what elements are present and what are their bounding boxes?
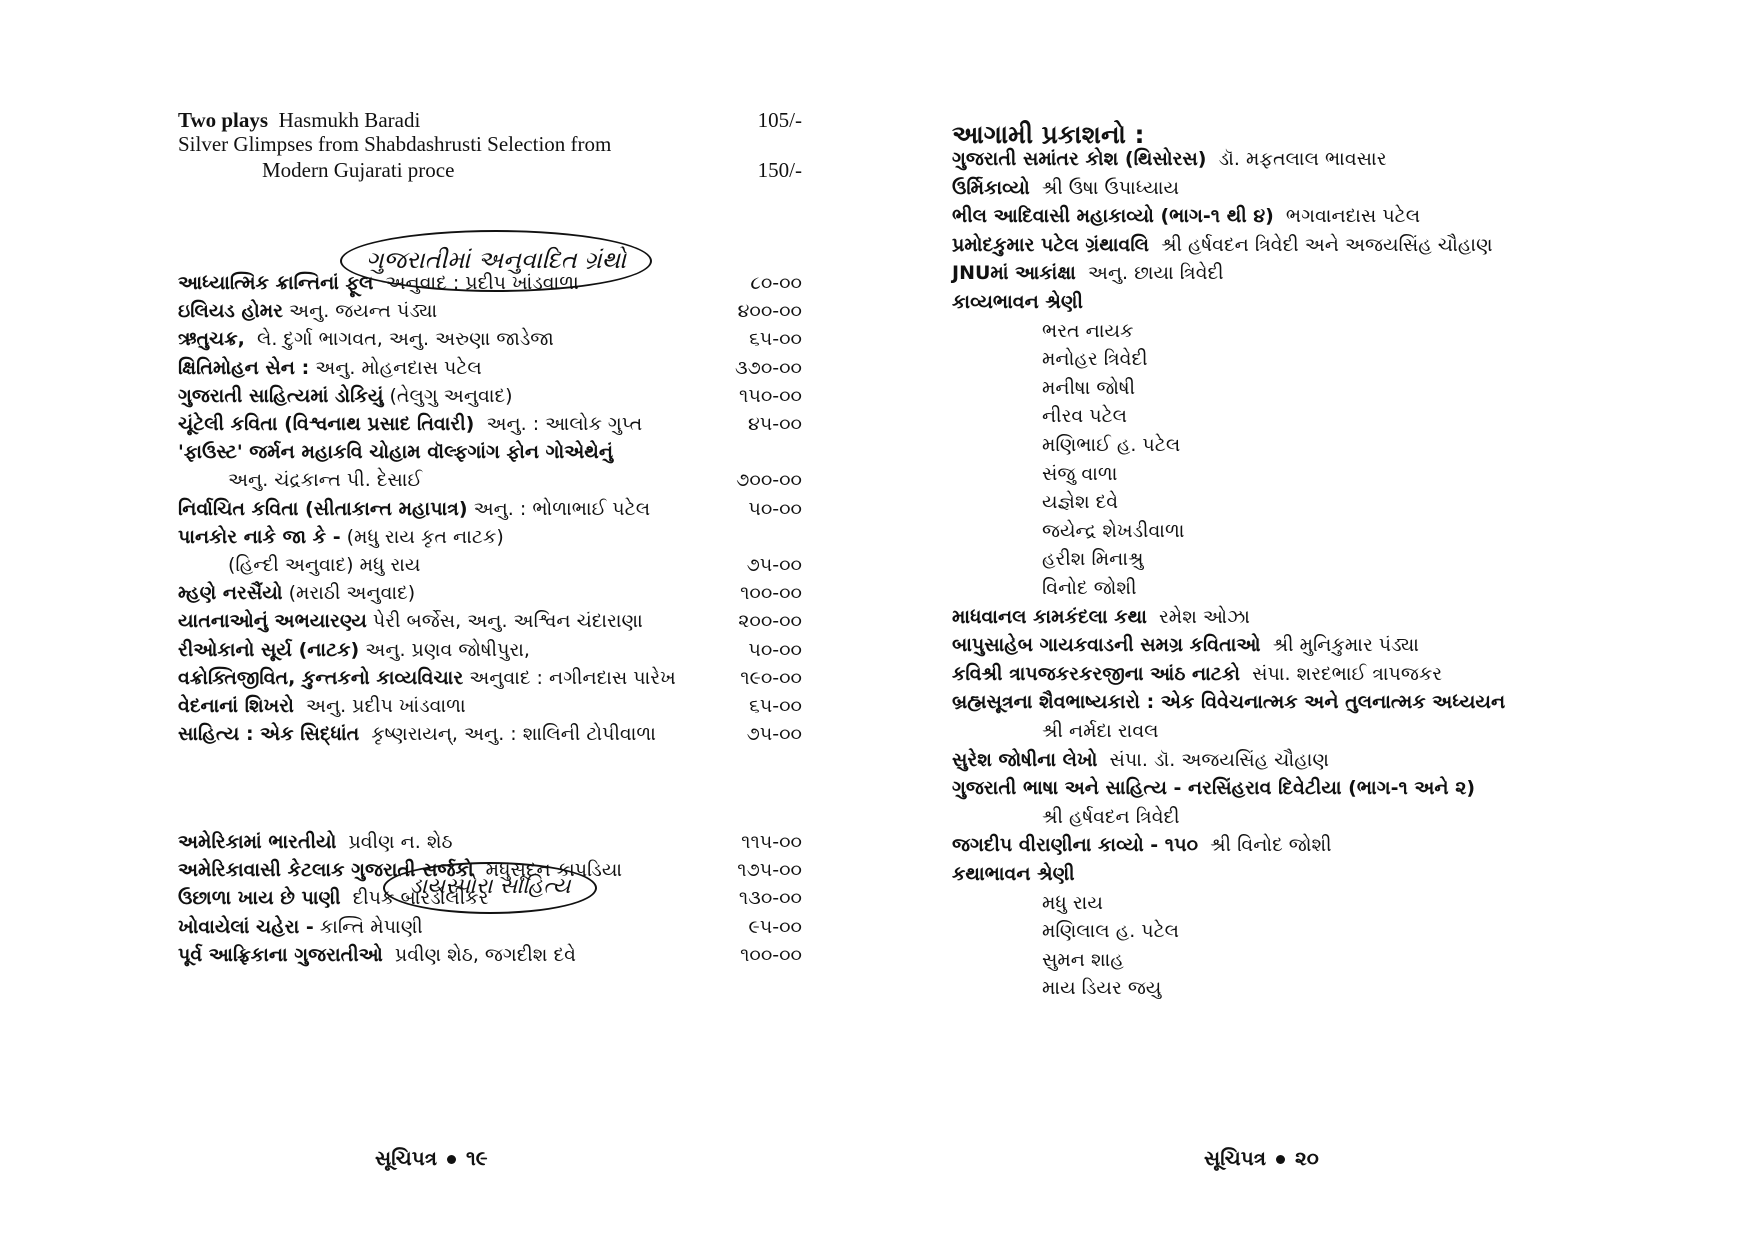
item-author: શ્રી મુનિકુમાર પંડ્યા	[1260, 634, 1419, 657]
right-page	[877, 0, 1754, 1240]
item-author: હરીશ મિનાશ્રુ	[1042, 548, 1144, 571]
book-author: Hasmukh Baradi	[278, 108, 421, 132]
upcoming-item	[952, 658, 1442, 690]
book-author: દીપક બારડોલીકર	[340, 887, 489, 910]
item-title: કવિશ્રી ત્રાપજકરકરજીના આંઠ નાટકો	[952, 662, 1241, 685]
item-author: સંપા. શરદભાઈ ત્રાપજકર	[1240, 662, 1443, 685]
book-price: ૭૦૦-૦૦	[736, 469, 802, 492]
book-title: યાતનાઓનું અભયારણ્ય	[178, 610, 367, 633]
book-title: ખોવાયેલાં ચહેરા -	[178, 915, 314, 938]
item-author: શ્રી નર્મદા રાવલ	[1042, 720, 1159, 742]
book-author: અનુવાદ : નગીનદાસ પારેખ	[463, 666, 676, 689]
book-author: અનુ. : આલોક ગુપ્ત	[474, 413, 643, 435]
book-row	[178, 883, 802, 914]
book-price: ૧૦૦-૦૦	[740, 943, 802, 966]
book-price: ૧૦૦-૦૦	[740, 582, 802, 605]
book-row	[178, 494, 802, 525]
book-title: મ્હણે નરસૈંયો	[178, 582, 283, 605]
upcoming-item	[952, 829, 1332, 861]
item-author: મણિલાલ હ. પટેલ	[1042, 920, 1180, 943]
book-price: ૮૦-૦૦	[750, 272, 802, 294]
book-title: Silver Glimpses from Shabdashrusti Selection from	[178, 132, 612, 156]
upcoming-item	[1042, 887, 1103, 919]
item-title: સુરેશ જોષીના લેખો	[952, 748, 1098, 771]
item-title: જગદીપ વીરાણીના કાવ્યો - ૧૫૦	[952, 834, 1199, 857]
book-price: ૧૫૦-૦૦	[739, 384, 802, 407]
item-title: કથાભાવન શ્રેણી	[952, 863, 1075, 885]
upcoming-item	[952, 744, 1329, 776]
book-title-line2: Modern Gujarati proce	[262, 158, 455, 182]
item-author: માય ડિયર જયુ	[1042, 977, 1162, 1000]
bullet-dot-icon	[447, 1155, 456, 1164]
book-row	[178, 940, 802, 971]
item-title: ગુજરાતી સમાંતર કોશ (થિસોરસ)	[952, 148, 1207, 170]
book-title: ક્ષિતિમોહન સેન :	[178, 356, 310, 379]
item-title: ભીલ આદિવાસી મહાકાવ્યો (ભાગ-૧ થી ૪)	[952, 205, 1274, 228]
section-title: ગુજરાતીમાં અનુવાદિત ગ્રંથો	[365, 246, 627, 274]
item-author: વિનોદ જોશી	[1042, 577, 1137, 599]
book-price: ૪૫-૦૦	[748, 413, 802, 435]
book-title: 'ફાઉસ્ટ' જર્મન મહાકવિ ચોહામ વૉલ્ફગાંગ ફોન ગોએથેનું	[178, 441, 614, 464]
upcoming-item	[1042, 801, 1180, 833]
item-title: JNUમાં આકાંક્ષા	[952, 262, 1076, 285]
item-author: રમેશ ઓઝા	[1146, 605, 1250, 628]
item-title: માધવાનલ કામકંદલા કથા	[952, 605, 1147, 628]
upcoming-item	[952, 286, 1083, 318]
upcoming-item	[1042, 915, 1179, 947]
item-author: નીરવ પટેલ	[1042, 405, 1128, 428]
item-author: ભગવાનદાસ પટેલ	[1273, 205, 1421, 228]
upcoming-item	[952, 172, 1179, 204]
book-title: નિર્વાચિત કવિતા (સીતાકાન્ત મહાપાત્ર)	[178, 497, 468, 520]
book-row	[178, 691, 802, 722]
book-row	[178, 437, 802, 468]
upcoming-item	[1042, 458, 1117, 490]
book-author: અનુ. : ભોળાભાઈ પટેલ	[467, 497, 651, 520]
book-price: ૧૯૦-૦૦	[740, 666, 802, 689]
book-price: ૫૦-૦૦	[748, 497, 802, 520]
upcoming-item	[952, 143, 1387, 175]
book-row	[178, 158, 802, 189]
upcoming-item	[952, 601, 1250, 633]
item-author: શ્રી હર્ષવદન ત્રિવેદી	[1042, 805, 1180, 828]
item-title: કાવ્યભાવન શ્રેણી	[952, 291, 1083, 313]
item-title: બ્રહ્મસૂત્રના શૈવભાષ્યકારો : એક વિવેચનાત્મક અને તુલનાત્મક અધ્યયન	[952, 691, 1506, 714]
book-title: વક્રોક્તિજીવિત, કુન્તકનો કાવ્યવિચાર	[178, 666, 464, 689]
book-price: ૬૫-૦૦	[749, 328, 802, 351]
item-author: મણિભાઈ હ. પટેલ	[1042, 434, 1181, 456]
book-row	[178, 522, 802, 553]
book-title: અમેરિકાવાસી કેટલાક ગુજરાતી સર્જકો	[178, 859, 474, 882]
item-author: શ્રી હર્ષવદન ત્રિવેદી અને અજયસિંહ ચૌહાણ	[1149, 233, 1493, 256]
section-title: ડાયસ્પોરા સાહિત્ય	[409, 874, 571, 899]
book-title: ઋતુચક્ર,	[178, 328, 245, 351]
item-author: સુમન શાહ	[1042, 948, 1124, 971]
book-price: ૧૧૫-૦૦	[741, 831, 802, 853]
book-author: (મરાઠી અનુવાદ)	[282, 582, 416, 605]
book-row	[178, 606, 802, 637]
book-price: ૫૦-૦૦	[748, 638, 802, 661]
item-author: ભરત નાયક	[1042, 319, 1134, 342]
book-row	[178, 353, 802, 384]
book-price: 150/-	[757, 158, 802, 182]
page-footer	[1204, 1146, 1319, 1170]
book-author: અનુવાદ : પ્રદીપ ખાંડવાળા	[373, 272, 579, 294]
upcoming-item	[1042, 515, 1184, 547]
page-number: ૨૦	[1295, 1146, 1319, 1170]
upcoming-item	[1042, 343, 1148, 375]
book-author: અનુ. મોહનદાસ પટેલ	[309, 356, 482, 379]
book-price: ૯૫-૦૦	[748, 915, 802, 938]
upcoming-item	[952, 858, 1075, 890]
upcoming-item	[1042, 543, 1143, 575]
page-number: ૧૯	[466, 1146, 488, 1170]
item-author: જયેન્દ્ર શેખડીવાળા	[1042, 519, 1185, 542]
item-author: મનીષા જોષી	[1042, 376, 1136, 399]
upcoming-item	[1042, 715, 1159, 747]
book-row	[178, 827, 802, 858]
item-author: મનોહર ત્રિવેદી	[1042, 348, 1148, 371]
book-title: ગુજરાતી સાહિત્યમાં ડોકિયું	[178, 384, 384, 407]
book-author: મધુસૂદન કાપડિયા	[473, 859, 623, 882]
book-author: પ્રવીણ શેઠ, જગદીશ દવે	[382, 943, 576, 966]
book-row	[178, 409, 802, 440]
upcoming-item	[1042, 944, 1124, 976]
upcoming-item	[1042, 486, 1118, 518]
book-row	[178, 550, 802, 581]
item-author: ડૉ. મફતલાલ ભાવસાર	[1206, 148, 1387, 170]
item-author: સંજુ વાળા	[1042, 462, 1118, 485]
book-row	[178, 578, 802, 609]
book-author: પ્રવીણ ન. શેઠ	[336, 831, 453, 853]
book-price: ૭૫-૦૦	[746, 554, 802, 576]
book-author: અનુ. પ્રણવ જોષીપુરા,	[359, 638, 530, 661]
upcoming-item	[1042, 572, 1137, 604]
book-title: પૂર્વ આફ્રિકાના ગુજરાતીઓ	[178, 943, 383, 966]
book-row	[178, 719, 802, 750]
footer-label: સૂચિપત્ર	[1204, 1146, 1266, 1170]
book-title: Two plays	[178, 108, 269, 132]
upcoming-item	[952, 229, 1493, 261]
book-title: અમેરિકામાં ભારતીયો	[178, 831, 337, 853]
footer-label: સૂચિપત્ર	[375, 1146, 437, 1170]
book-row	[178, 663, 802, 694]
upcoming-item	[1042, 429, 1180, 461]
item-author: સંપા. ડૉ. અજયસિંહ ચૌહાણ	[1097, 748, 1329, 771]
item-author: મધુ રાય	[1042, 891, 1103, 914]
book-title: ઇલિયડ હોમર	[178, 300, 283, 323]
item-author: શ્રી ઉષા ઉપાધ્યાય	[1029, 176, 1180, 199]
page-footer	[375, 1146, 488, 1170]
book-price: ૨૦૦-૦૦	[738, 610, 802, 633]
book-row	[178, 855, 802, 886]
upcoming-item	[952, 257, 1224, 289]
item-title: ગુજરાતી ભાષા અને સાહિત્ય - નરસિંહરાવ દિવેટીયા (ભાગ-૧ અને ૨)	[952, 777, 1476, 800]
item-title: બાપુસાહેબ ગાયકવાડની સમગ્ર કવિતાઓ	[952, 634, 1261, 657]
upcoming-item	[952, 200, 1420, 232]
book-row	[178, 381, 802, 412]
upcoming-item	[952, 772, 1475, 804]
book-row	[178, 324, 802, 355]
book-author: (તેલુગુ અનુવાદ)	[383, 384, 513, 407]
book-author: અનુ. ચંદ્રકાન્ત પી. દેસાઈ	[228, 469, 423, 492]
upcoming-item	[1042, 400, 1127, 432]
item-author: યજ્ઞેશ દવે	[1042, 491, 1119, 514]
book-title: ઉછાળા ખાય છે પાણી	[178, 887, 341, 910]
book-price: ૪૦૦-૦૦	[737, 300, 802, 323]
book-author: પેરી બર્જેસ, અનુ. અશ્વિન ચંદારાણા	[366, 610, 643, 633]
book-author: લે. દુર્ગા ભાગવત, અનુ. અરુણા જાડેજા	[244, 328, 554, 351]
book-title: સાહિત્ય : એક સિદ્ધાંત	[178, 723, 360, 746]
book-author: (હિન્દી અનુવાદ) મધુ રાય	[228, 554, 421, 576]
item-title: ઉર્મિકાવ્યો	[952, 176, 1030, 199]
book-price: ૧૩૦-૦૦	[738, 887, 802, 910]
book-row	[178, 465, 802, 496]
book-author: અનુ. જયન્ત પંડ્યા	[282, 300, 438, 323]
bullet-dot-icon	[1276, 1155, 1285, 1164]
upcoming-item	[1042, 372, 1135, 404]
upcoming-item	[952, 686, 1505, 718]
book-row	[178, 912, 802, 943]
book-row	[178, 268, 802, 299]
book-title: રીઓકાનો સૂર્ય (નાટક)	[178, 638, 360, 661]
upcoming-item	[1042, 972, 1161, 1004]
book-author: કૃષ્ણરાયન્, અનુ. : શાલિની ટોપીવાળા	[359, 723, 656, 746]
upcoming-item	[1042, 315, 1133, 347]
upcoming-item	[952, 629, 1419, 661]
book-author: અનુ. પ્રદીપ ખાંડવાળા	[293, 695, 466, 717]
book-price: 105/-	[757, 108, 802, 132]
item-author: અનુ. છાયા ત્રિવેદી	[1075, 262, 1224, 285]
item-title: પ્રમોદકુમાર પટેલ ગ્રંથાવલિ	[952, 233, 1149, 256]
book-title: આધ્યાત્મિક ક્રાન્તિનાં ફૂલ	[178, 272, 374, 294]
book-author: કાન્તિ મેપાણી	[313, 915, 423, 938]
book-author: (મધુ રાય કૃત નાટક)	[340, 525, 504, 548]
book-price: ૬૫-૦૦	[749, 695, 802, 717]
upcoming-heading: આગામી પ્રકાશનો :	[952, 120, 1145, 149]
book-price: ૧૭૫-૦૦	[737, 859, 802, 882]
book-title: વેદનાનાં શિખરો	[178, 695, 294, 717]
book-row	[178, 296, 802, 327]
item-author: શ્રી વિનોદ જોશી	[1198, 834, 1332, 857]
book-row	[178, 635, 802, 666]
book-price: ૭૫-૦૦	[746, 723, 802, 746]
book-title: પાનકોર નાકે જા કે -	[178, 525, 341, 548]
book-price: ૩૭૦-૦૦	[734, 356, 802, 379]
book-title: ચૂંટેલી કવિતા (વિશ્વનાથ પ્રસાદ તિવારી)	[178, 413, 475, 435]
